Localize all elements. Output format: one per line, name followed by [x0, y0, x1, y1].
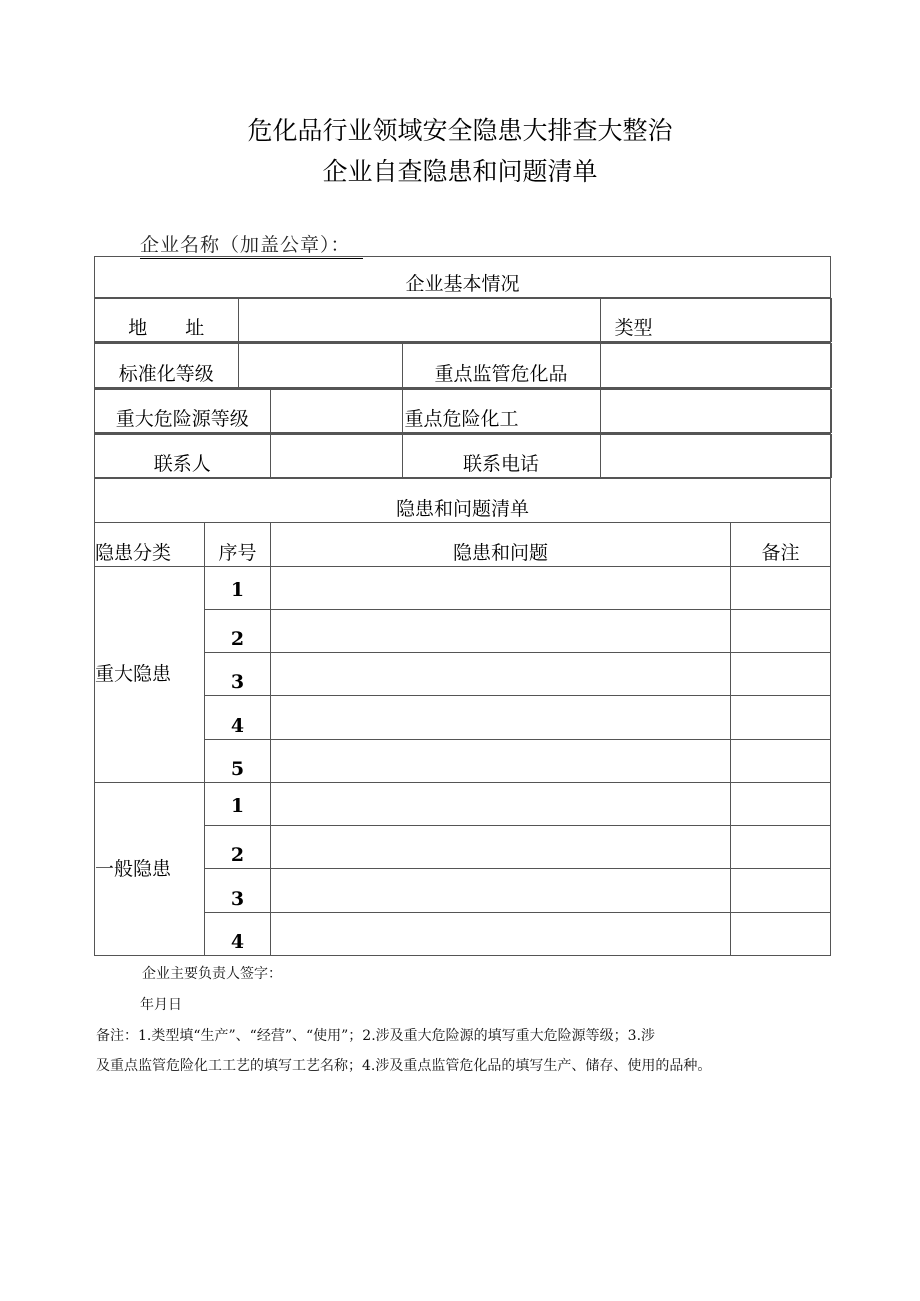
- col-category-header: 隐患分类: [95, 523, 205, 566]
- table-row: [95, 609, 831, 652]
- remark-cell[interactable]: [731, 782, 831, 825]
- standard-level-field[interactable]: [238, 344, 402, 387]
- row-index: 3: [205, 653, 271, 696]
- document-title: 危化品行业领域安全隐患大排查大整治: [247, 116, 673, 145]
- key-chemicals-field[interactable]: [600, 344, 831, 387]
- company-name-label: 企业名称（加盖公章）：: [140, 232, 363, 259]
- row-index: 1: [205, 782, 271, 825]
- issue-cell[interactable]: [271, 696, 731, 739]
- remark-cell[interactable]: [731, 826, 831, 869]
- table-row: [95, 739, 831, 782]
- row-index: 3: [205, 869, 271, 912]
- row-index: 2: [205, 609, 271, 652]
- contact-person-label: 联系人: [95, 434, 270, 477]
- remark-cell[interactable]: [731, 869, 831, 912]
- type-label[interactable]: 类型: [600, 299, 831, 342]
- row-index: 5: [205, 739, 271, 782]
- document-subtitle: 企业自查隐患和问题清单: [322, 157, 598, 186]
- table-row: [95, 566, 831, 609]
- standard-level-label: 标准化等级: [95, 344, 238, 387]
- basic-info-header: 企业基本情况: [95, 257, 831, 298]
- hazard-source-level-label: 重大危险源等级: [95, 389, 270, 432]
- remarks-note-line1: 备注：1.类型填“生产”、“经营”、“使用”；2.涉及重大危险源的填写重大危险源等级；3.涉: [96, 1028, 656, 1044]
- issue-cell[interactable]: [271, 739, 731, 782]
- issue-cell[interactable]: [271, 566, 731, 609]
- issue-cell[interactable]: [271, 869, 731, 912]
- table-row: [95, 869, 831, 912]
- checklist-form: [94, 256, 831, 956]
- column-header-row: [95, 523, 831, 566]
- table-row: [95, 912, 831, 955]
- table-row: [95, 653, 831, 696]
- hazard-source-level-field[interactable]: [270, 389, 402, 432]
- contact-row: [95, 433, 831, 478]
- issue-cell[interactable]: [271, 912, 731, 955]
- standard-level-row: [95, 343, 831, 388]
- col-issue-header: 隐患和问题: [271, 523, 731, 566]
- remark-cell[interactable]: [731, 739, 831, 782]
- remark-cell[interactable]: [731, 609, 831, 652]
- key-process-label: 重点危险化工: [402, 389, 600, 432]
- table-row: [95, 782, 831, 825]
- address-field[interactable]: [238, 299, 600, 342]
- address-label: 地 址: [95, 299, 238, 342]
- key-chemicals-label: 重点监管危化品: [402, 344, 600, 387]
- general-hazard-category: 一般隐患: [95, 782, 205, 955]
- hazard-source-row: [95, 388, 831, 433]
- major-hazard-category: 重大隐患: [95, 566, 205, 782]
- contact-phone-field[interactable]: [600, 434, 831, 477]
- remarks-note-line2: 及重点监管危险化工工艺的填写工艺名称；4.涉及重点监管危化品的填写生产、储存、使用的品种。: [96, 1058, 712, 1074]
- issue-list-header-row: [95, 479, 831, 523]
- remark-cell[interactable]: [731, 912, 831, 955]
- remark-cell[interactable]: [731, 566, 831, 609]
- issue-cell[interactable]: [271, 609, 731, 652]
- issue-list-header: 隐患和问题清单: [95, 479, 831, 523]
- date-label: 年月日: [140, 997, 182, 1013]
- issue-cell[interactable]: [271, 826, 731, 869]
- remark-cell[interactable]: [731, 696, 831, 739]
- address-row: [95, 298, 831, 343]
- contact-phone-label: 联系电话: [402, 434, 600, 477]
- issue-cell[interactable]: [271, 653, 731, 696]
- remark-cell[interactable]: [731, 653, 831, 696]
- signature-label: 企业主要负责人签字：: [142, 966, 282, 982]
- table-row: [95, 696, 831, 739]
- issue-cell[interactable]: [271, 782, 731, 825]
- row-index: 4: [205, 912, 271, 955]
- row-index: 1: [205, 566, 271, 609]
- col-index-header: 序号: [205, 523, 271, 566]
- basic-info-header-row: [95, 257, 831, 298]
- table-row: [95, 826, 831, 869]
- row-index: 2: [205, 826, 271, 869]
- key-process-field[interactable]: [600, 389, 831, 432]
- col-remark-header: 备注: [731, 523, 831, 566]
- contact-person-field[interactable]: [270, 434, 402, 477]
- row-index: 4: [205, 696, 271, 739]
